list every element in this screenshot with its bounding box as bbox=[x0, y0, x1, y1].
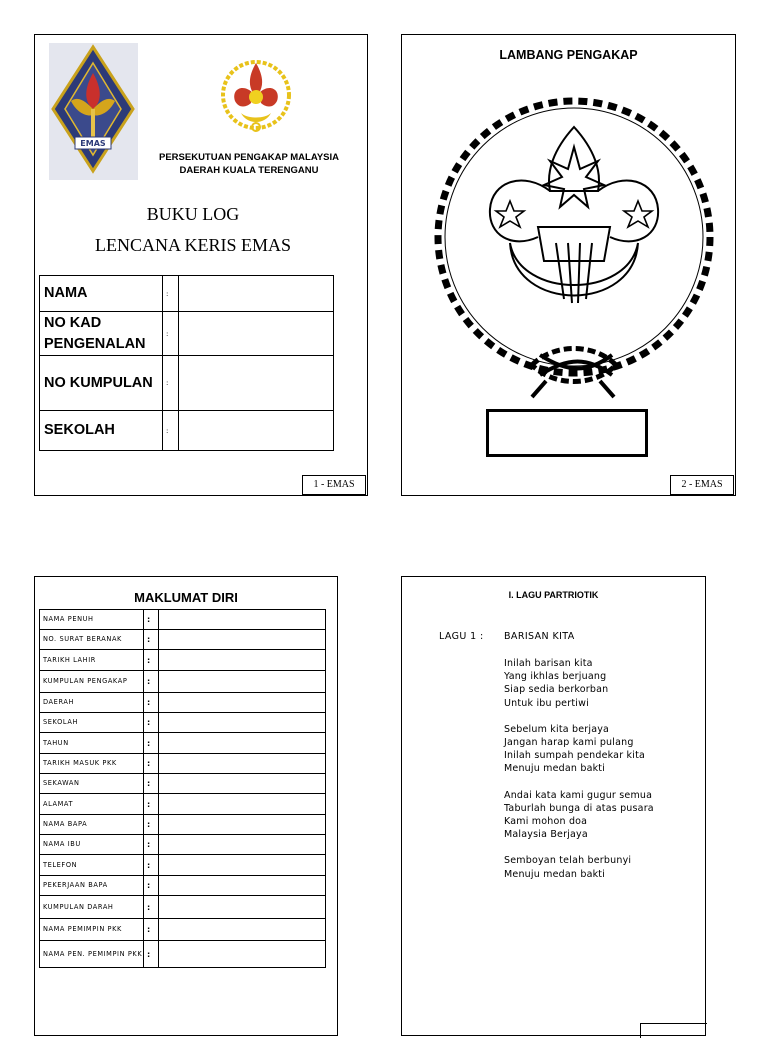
row-value-field[interactable] bbox=[159, 941, 326, 968]
row-colon: : bbox=[144, 919, 159, 941]
lyric-line: Menuju medan bakti bbox=[504, 763, 606, 775]
table-row bbox=[40, 835, 326, 855]
row-value-field[interactable] bbox=[159, 774, 326, 794]
song-lyrics bbox=[504, 657, 654, 894]
row-label: NAMA bbox=[40, 276, 163, 312]
row-label: TELEFON bbox=[40, 855, 144, 876]
stanza bbox=[504, 657, 654, 710]
row-label: ALAMAT bbox=[40, 794, 144, 815]
row-value-field[interactable] bbox=[159, 794, 326, 815]
row-value-field[interactable] bbox=[159, 815, 326, 835]
badge-text: EMAS bbox=[80, 139, 106, 148]
table-row bbox=[40, 941, 326, 968]
row-label: TAHUN bbox=[40, 733, 144, 754]
row-colon: : bbox=[144, 794, 159, 815]
row-label: PEKERJAAN BAPA bbox=[40, 876, 144, 896]
emblem-page bbox=[401, 34, 736, 496]
row-value-field[interactable] bbox=[159, 650, 326, 671]
row-colon: : bbox=[144, 713, 159, 733]
row-label: TARIKH MASUK PKK bbox=[40, 754, 144, 774]
table-row bbox=[40, 671, 326, 693]
row-value-field[interactable] bbox=[159, 855, 326, 876]
row-colon: : bbox=[144, 941, 159, 968]
row-value-field[interactable] bbox=[179, 276, 334, 312]
organization-name bbox=[135, 151, 363, 177]
row-label: NAMA PEN. PEMIMPIN PKK bbox=[40, 941, 144, 968]
stanza bbox=[504, 723, 654, 776]
table-row bbox=[40, 855, 326, 876]
row-colon: : bbox=[163, 411, 179, 451]
row-value-field[interactable] bbox=[179, 356, 334, 411]
row-value-field[interactable] bbox=[159, 896, 326, 919]
row-colon: : bbox=[163, 312, 179, 356]
page-number: 2 - EMAS bbox=[670, 475, 734, 495]
row-label: TARIKH LAHIR bbox=[40, 650, 144, 671]
page-number: 1 - EMAS bbox=[302, 475, 366, 495]
stanza bbox=[504, 789, 654, 842]
lyric-line: Kami mohon doa bbox=[504, 816, 588, 828]
row-label: SEKAWAN bbox=[40, 774, 144, 794]
row-label: NO. SURAT BERANAK bbox=[40, 630, 144, 650]
row-colon: : bbox=[144, 671, 159, 693]
name-box[interactable] bbox=[486, 409, 648, 457]
row-colon: : bbox=[163, 276, 179, 312]
row-label: NAMA BAPA bbox=[40, 815, 144, 835]
patriotic-song-page bbox=[401, 576, 706, 1036]
row-label: NO KUMPULAN bbox=[40, 356, 163, 411]
row-value-field[interactable] bbox=[159, 713, 326, 733]
page-number-box bbox=[640, 1023, 707, 1038]
scout-fleur-de-lis-logo bbox=[213, 53, 299, 143]
row-value-field[interactable] bbox=[159, 610, 326, 630]
table-row bbox=[40, 693, 326, 713]
row-label: SEKOLAH bbox=[40, 713, 144, 733]
lyric-line: Jangan harap kami pulang bbox=[504, 737, 634, 749]
row-colon: : bbox=[144, 896, 159, 919]
stanza bbox=[504, 854, 654, 880]
table-row bbox=[40, 650, 326, 671]
lyric-line: Malaysia Berjaya bbox=[504, 829, 588, 841]
lyric-line: Menuju medan bakti bbox=[504, 868, 606, 880]
table-row bbox=[40, 356, 334, 411]
row-colon: : bbox=[144, 693, 159, 713]
lyric-line: Untuk ibu pertiwi bbox=[504, 697, 589, 709]
book-title: BUKU LOG bbox=[146, 204, 240, 224]
row-value-field[interactable] bbox=[179, 411, 334, 451]
row-value-field[interactable] bbox=[159, 630, 326, 650]
row-label: KUMPULAN PENGAKAP bbox=[40, 671, 144, 693]
row-label: NO KAD PENGENALAN bbox=[40, 312, 163, 356]
lyric-line: Sebelum kita berjaya bbox=[504, 723, 610, 735]
row-colon: : bbox=[144, 754, 159, 774]
row-value-field[interactable] bbox=[159, 733, 326, 754]
row-value-field[interactable] bbox=[159, 876, 326, 896]
row-colon: : bbox=[144, 733, 159, 754]
page-title: LAMBANG PENGAKAP bbox=[499, 48, 638, 62]
song-name: BARISAN KITA bbox=[504, 631, 575, 642]
row-value-field[interactable] bbox=[179, 312, 334, 356]
lyric-line: Inilah barisan kita bbox=[504, 658, 593, 669]
badge-title: LENCANA KERIS EMAS bbox=[94, 235, 291, 255]
page-title: MAKLUMAT DIRI bbox=[134, 590, 238, 605]
table-row bbox=[40, 876, 326, 896]
row-colon: : bbox=[144, 650, 159, 671]
table-row bbox=[40, 754, 326, 774]
row-label: KUMPULAN DARAH bbox=[40, 896, 144, 919]
row-value-field[interactable] bbox=[159, 754, 326, 774]
row-colon: : bbox=[144, 876, 159, 896]
row-value-field[interactable] bbox=[159, 919, 326, 941]
section-title: I. LAGU PARTRIOTIK bbox=[508, 590, 599, 600]
song-label: LAGU 1 : bbox=[439, 631, 484, 642]
table-row bbox=[40, 630, 326, 650]
table-row bbox=[40, 815, 326, 835]
lyric-line: Inilah sumpah pendekar kita bbox=[504, 750, 646, 762]
table-row bbox=[40, 276, 334, 312]
row-value-field[interactable] bbox=[159, 693, 326, 713]
row-label: NAMA IBU bbox=[40, 835, 144, 855]
table-row bbox=[40, 896, 326, 919]
lyric-line: Semboyan telah berbunyi bbox=[504, 855, 632, 867]
org-line-1: PERSEKUTUAN PENGAKAP MALAYSIA bbox=[159, 152, 339, 163]
table-row bbox=[40, 794, 326, 815]
row-value-field[interactable] bbox=[159, 835, 326, 855]
keris-emas-badge-logo bbox=[49, 43, 138, 180]
row-colon: : bbox=[144, 855, 159, 876]
lyric-line: Andai kata kami gugur semua bbox=[504, 789, 653, 801]
table-row bbox=[40, 733, 326, 754]
personal-info-page bbox=[34, 576, 338, 1036]
row-label: NAMA PEMIMPIN PKK bbox=[40, 919, 144, 941]
lyric-line: Siap sedia berkorban bbox=[504, 684, 609, 696]
row-colon: : bbox=[144, 610, 159, 630]
table-row bbox=[40, 610, 326, 630]
identity-table bbox=[39, 275, 334, 451]
row-label: DAERAH bbox=[40, 693, 144, 713]
row-label: NAMA PENUH bbox=[40, 610, 144, 630]
scout-emblem-drawing bbox=[428, 93, 720, 405]
row-colon: : bbox=[144, 815, 159, 835]
personal-info-table bbox=[39, 609, 326, 968]
cover-page bbox=[34, 34, 368, 496]
org-line-2: DAERAH KUALA TERENGANU bbox=[179, 165, 319, 176]
lyric-line: Yang ikhlas berjuang bbox=[504, 671, 607, 683]
row-colon: : bbox=[144, 630, 159, 650]
lyric-line: Taburlah bunga di atas pusara bbox=[504, 802, 654, 814]
row-label: SEKOLAH bbox=[40, 411, 163, 451]
table-row bbox=[40, 774, 326, 794]
row-colon: : bbox=[144, 835, 159, 855]
table-row bbox=[40, 411, 334, 451]
table-row bbox=[40, 919, 326, 941]
row-value-field[interactable] bbox=[159, 671, 326, 693]
row-colon: : bbox=[144, 774, 159, 794]
table-row bbox=[40, 713, 326, 733]
table-row bbox=[40, 312, 334, 356]
row-colon: : bbox=[163, 356, 179, 411]
